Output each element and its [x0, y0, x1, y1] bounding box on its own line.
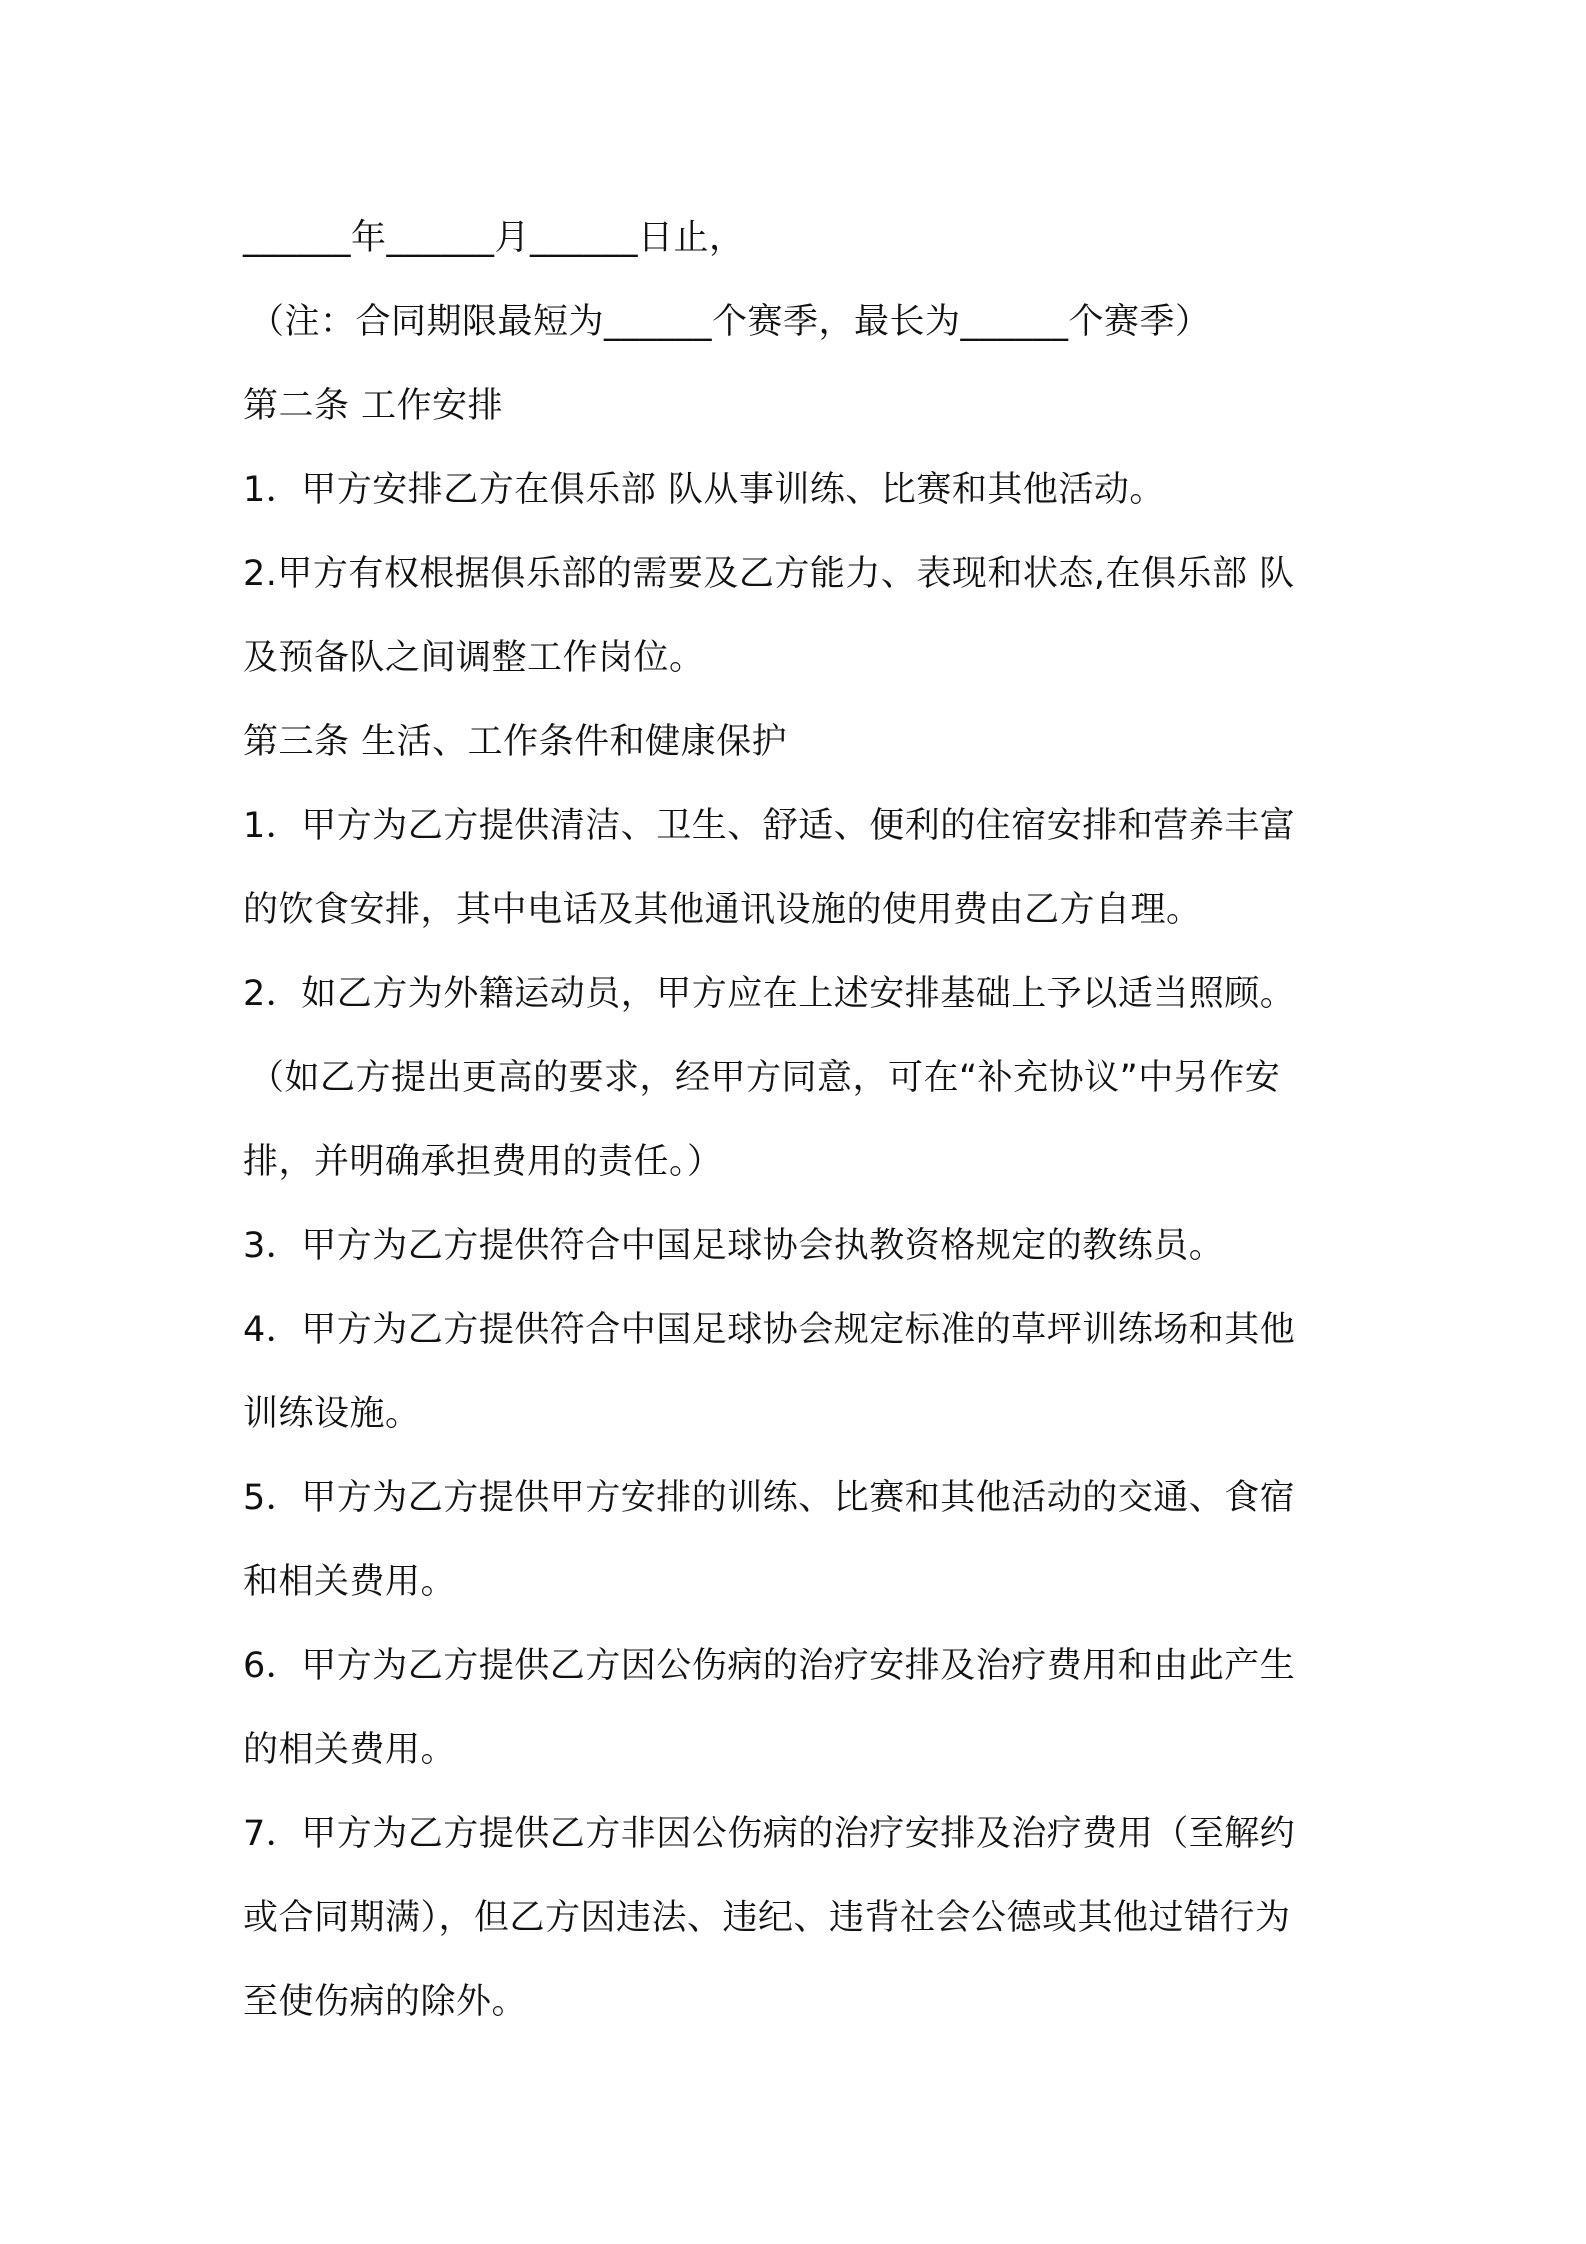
article-3-clause-1-line-2: 的饮食安排，其中电话及其他通讯设施的使用费由乙方自理。: [243, 890, 1202, 930]
article-3-clause-7-line-1: 7．甲方为乙方提供乙方非因公伤病的治疗安排及治疗费用（至解约: [243, 1814, 1296, 1854]
article-3-clause-7-line-3: 至使伤病的除外。: [243, 1982, 528, 2022]
article-2-clause-2-line-1: 2.甲方有权根据俱乐部的需要及乙方能力、表现和状态,在俱乐部 队: [243, 554, 1295, 594]
article-3-clause-3: 3．甲方为乙方提供符合中国足球协会执教资格规定的教练员。: [243, 1226, 1225, 1266]
article-3-clause-6-line-1: 6．甲方为乙方提供乙方因公伤病的治疗安排及治疗费用和由此产生: [243, 1646, 1296, 1686]
article-2-heading: 第二条 工作安排: [243, 386, 504, 426]
article-2-clause-2-line-2: 及预备队之间调整工作岗位。: [243, 638, 705, 678]
document-body: [243, 196, 1363, 2044]
article-3-clause-5-line-2: 和相关费用。: [243, 1562, 457, 1602]
article-3-heading: 第三条 生活、工作条件和健康保护: [243, 722, 788, 762]
contract-term-note: （注：合同期限最短为______个赛季，最长为______个赛季）: [249, 302, 1211, 342]
article-2-clause-1: 1．甲方安排乙方在俱乐部 队从事训练、比赛和其他活动。: [243, 470, 1165, 510]
article-3-clause-1-line-1: 1．甲方为乙方提供清洁、卫生、舒适、便利的住宿安排和营养丰富: [243, 806, 1296, 846]
article-3-clause-2-line-2: （如乙方提出更高的要求，经甲方同意，可在“补充协议”中另作安: [249, 1058, 1281, 1098]
article-3-clause-6-line-2: 的相关费用。: [243, 1730, 457, 1770]
article-3-clause-7-line-2: 或合同期满），但乙方因违法、违纪、违背社会公德或其他过错行为: [243, 1898, 1291, 1938]
contract-end-date-line: ______年______月______日止，: [243, 218, 745, 258]
article-3-clause-5-line-1: 5．甲方为乙方提供甲方安排的训练、比赛和其他活动的交通、食宿: [243, 1478, 1296, 1518]
article-3-clause-4-line-2: 训练设施。: [243, 1394, 421, 1434]
article-3-clause-4-line-1: 4．甲方为乙方提供符合中国足球协会规定标准的草坪训练场和其他: [243, 1310, 1296, 1350]
article-3-clause-2-line-1: 2．如乙方为外籍运动员，甲方应在上述安排基础上予以适当照顾。: [243, 974, 1296, 1014]
article-3-clause-2-line-3: 排，并明确承担费用的责任。）: [243, 1142, 723, 1182]
